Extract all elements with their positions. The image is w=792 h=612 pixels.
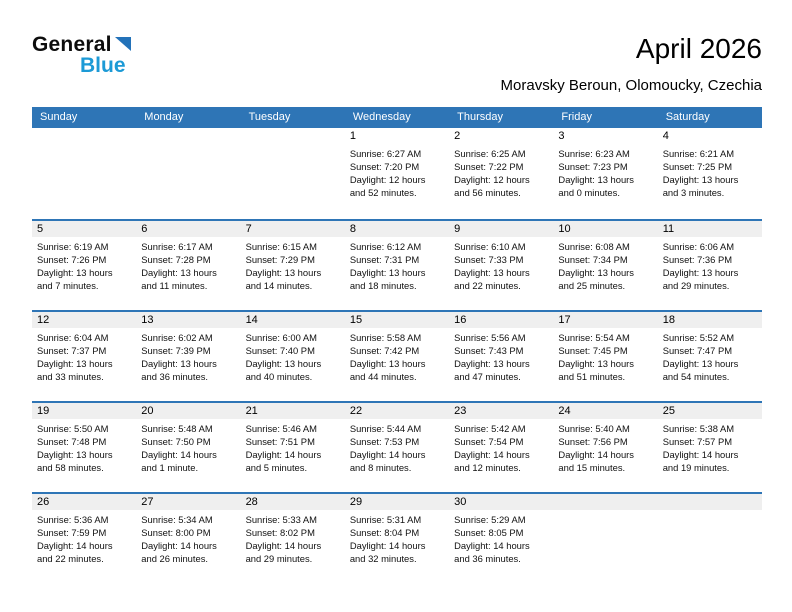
daylight-text-cont: and 1 minute.: [141, 462, 199, 474]
day-sun-details: [658, 237, 762, 293]
day-cell-18: [658, 312, 762, 401]
sunrise-text: Sunrise: 5:34 AM: [141, 513, 213, 525]
daylight-text-cont: and 8 minutes.: [349, 462, 412, 474]
day-cell-3: [553, 128, 657, 219]
sunrise-text: Sunrise: 5:52 AM: [662, 331, 735, 343]
day-number: 5: [32, 221, 136, 237]
day-number: 19: [32, 403, 136, 419]
day-number: 11: [658, 221, 762, 237]
weekday-header-thursday: Thursday: [457, 110, 503, 123]
empty-day-cell: [658, 494, 762, 583]
day-number: 10: [553, 221, 657, 237]
daylight-text: Daylight: 13 hours: [245, 358, 322, 370]
day-cell-15: [345, 312, 449, 401]
day-number: 18: [658, 312, 762, 328]
daylight-text-cont: and 54 minutes.: [662, 371, 730, 383]
daylight-text: Daylight: 13 hours: [349, 267, 426, 279]
sunset-text: Sunset: 7:48 PM: [37, 436, 107, 447]
daylight-text: Daylight: 13 hours: [558, 267, 634, 279]
empty-day-number: [136, 128, 240, 144]
daylight-text-cont: and 58 minutes.: [37, 462, 104, 474]
daylight-text-cont: and 33 minutes.: [37, 371, 104, 383]
empty-day-number: [658, 494, 762, 510]
sunrise-text: Sunrise: 6:06 AM: [662, 240, 735, 252]
sunset-text: Sunset: 7:29 PM: [245, 254, 315, 265]
sunrise-text: Sunrise: 6:02 AM: [141, 331, 213, 343]
day-sun-details: [32, 419, 136, 475]
daylight-text-cont: and 44 minutes.: [349, 371, 417, 383]
daylight-text: Daylight: 12 hours: [454, 174, 530, 186]
daylight-text-cont: and 32 minutes.: [349, 553, 417, 565]
day-cell-30: [449, 494, 553, 583]
day-cell-5: [32, 221, 136, 310]
daylight-text: Daylight: 13 hours: [141, 358, 217, 370]
sunrise-text: Sunrise: 6:10 AM: [454, 240, 526, 252]
daylight-text: Daylight: 14 hours: [349, 449, 426, 461]
sunrise-text: Sunrise: 5:33 AM: [245, 513, 317, 525]
day-cell-28: [241, 494, 345, 583]
daylight-text-cont: and 22 minutes.: [454, 280, 521, 292]
day-sun-details: [658, 144, 762, 200]
day-sun-details: [136, 510, 240, 566]
day-cell-27: [136, 494, 240, 583]
daylight-text: Daylight: 14 hours: [349, 540, 426, 552]
sunset-text: Sunset: 7:42 PM: [349, 345, 420, 356]
day-sun-details: [345, 237, 449, 293]
sunrise-text: Sunrise: 6:27 AM: [349, 147, 422, 159]
month-title: April 2026: [635, 33, 762, 64]
day-number: 30: [449, 494, 553, 510]
daylight-text-cont: and 56 minutes.: [454, 187, 521, 199]
sunrise-text: Sunrise: 6:17 AM: [141, 240, 213, 252]
day-cell-20: [136, 403, 240, 492]
day-cell-16: [449, 312, 553, 401]
day-cell-1: [345, 128, 449, 219]
empty-day-cell: [32, 128, 136, 219]
day-sun-details: [136, 328, 240, 384]
day-number: 21: [241, 403, 345, 419]
day-number: 14: [241, 312, 345, 328]
sunset-text: Sunset: 7:53 PM: [349, 436, 420, 447]
day-cell-26: [32, 494, 136, 583]
empty-day-cell: [241, 128, 345, 219]
day-cell-6: [136, 221, 240, 310]
daylight-text: Daylight: 12 hours: [349, 174, 426, 186]
daylight-text: Daylight: 14 hours: [141, 540, 217, 552]
sunrise-text: Sunrise: 5:31 AM: [349, 513, 422, 525]
daylight-text: Daylight: 14 hours: [454, 540, 530, 552]
daylight-text-cont: and 18 minutes.: [349, 280, 417, 292]
day-number: 17: [553, 312, 657, 328]
sunset-text: Sunset: 8:05 PM: [454, 527, 524, 538]
sunset-text: Sunset: 7:40 PM: [245, 345, 315, 356]
sunset-text: Sunset: 7:56 PM: [558, 436, 628, 447]
sunrise-text: Sunrise: 5:46 AM: [245, 422, 317, 434]
day-cell-9: [449, 221, 553, 310]
sunrise-text: Sunrise: 5:48 AM: [141, 422, 213, 434]
day-cell-25: [658, 403, 762, 492]
day-number: 20: [136, 403, 240, 419]
day-sun-details: [241, 510, 345, 566]
day-number: 15: [345, 312, 449, 328]
day-sun-details: [449, 237, 553, 293]
weekday-header-wednesday: Wednesday: [352, 110, 411, 123]
day-sun-details: [449, 144, 553, 200]
daylight-text: Daylight: 13 hours: [662, 174, 739, 186]
day-sun-details: [449, 510, 553, 566]
day-cell-13: [136, 312, 240, 401]
daylight-text-cont: and 11 minutes.: [141, 280, 208, 292]
sunrise-text: Sunrise: 6:00 AM: [245, 331, 317, 343]
sunrise-text: Sunrise: 6:25 AM: [454, 147, 526, 159]
empty-day-cell: [553, 494, 657, 583]
day-cell-24: [553, 403, 657, 492]
daylight-text-cont: and 0 minutes.: [558, 187, 620, 199]
masthead: [32, 34, 762, 94]
heading: [501, 34, 762, 94]
general-blue-logo: [32, 34, 131, 76]
day-cell-14: [241, 312, 345, 401]
daylight-text: Daylight: 13 hours: [37, 449, 113, 461]
sunset-text: Sunset: 7:26 PM: [37, 254, 107, 265]
daylight-text-cont: and 12 minutes.: [454, 462, 521, 474]
day-sun-details: [345, 510, 449, 566]
day-number: 26: [32, 494, 136, 510]
calendar-table: [32, 107, 762, 583]
daylight-text: Daylight: 14 hours: [454, 449, 530, 461]
day-cell-2: [449, 128, 553, 219]
daylight-text: Daylight: 13 hours: [454, 358, 530, 370]
day-sun-details: [553, 419, 657, 475]
day-cell-10: [553, 221, 657, 310]
sunset-text: Sunset: 7:31 PM: [349, 254, 420, 265]
sunrise-text: Sunrise: 6:23 AM: [558, 147, 630, 159]
daylight-text-cont: and 22 minutes.: [37, 553, 104, 565]
sunset-text: Sunset: 7:51 PM: [245, 436, 315, 447]
daylight-text: Daylight: 13 hours: [662, 267, 739, 279]
daylight-text-cont: and 26 minutes.: [141, 553, 208, 565]
sunset-text: Sunset: 7:54 PM: [454, 436, 524, 447]
daylight-text-cont: and 47 minutes.: [454, 371, 521, 383]
sunset-text: Sunset: 7:39 PM: [141, 345, 211, 356]
day-number: 3: [558, 129, 565, 142]
week-row-3: [32, 310, 762, 401]
day-cell-11: [658, 221, 762, 310]
week-row-5: [32, 492, 762, 583]
weekday-header-monday: Monday: [144, 110, 184, 123]
daylight-text: Daylight: 13 hours: [141, 267, 217, 279]
day-number: 22: [345, 403, 449, 419]
daylight-text-cont: and 36 minutes.: [141, 371, 208, 383]
daylight-text: Daylight: 13 hours: [37, 358, 113, 370]
day-number: 1: [349, 129, 356, 142]
day-number: 2: [454, 129, 461, 142]
sunrise-text: Sunrise: 5:58 AM: [349, 331, 422, 343]
sunset-text: Sunset: 7:22 PM: [454, 161, 524, 172]
day-sun-details: [241, 419, 345, 475]
daylight-text: Daylight: 14 hours: [558, 449, 634, 461]
daylight-text-cont: and 40 minutes.: [245, 371, 313, 383]
day-number: 23: [449, 403, 553, 419]
day-sun-details: [345, 328, 449, 384]
sunset-text: Sunset: 7:57 PM: [662, 436, 733, 447]
day-cell-21: [241, 403, 345, 492]
day-sun-details: [345, 419, 449, 475]
sunset-text: Sunset: 7:37 PM: [37, 345, 107, 356]
logo-text-general: General: [32, 33, 112, 56]
day-sun-details: [553, 237, 657, 293]
daylight-text: Daylight: 14 hours: [662, 449, 739, 461]
daylight-text: Daylight: 13 hours: [558, 174, 634, 186]
day-sun-details: [136, 237, 240, 293]
daylight-text: Daylight: 13 hours: [245, 267, 322, 279]
daylight-text-cont: and 51 minutes.: [558, 371, 626, 383]
week-row-4: [32, 401, 762, 492]
day-number: 4: [662, 129, 669, 142]
daylight-text: Daylight: 13 hours: [662, 358, 739, 370]
week-row-1: [32, 128, 762, 219]
sunset-text: Sunset: 7:59 PM: [37, 527, 107, 538]
daylight-text-cont: and 5 minutes.: [245, 462, 308, 474]
daylight-text: Daylight: 14 hours: [37, 540, 113, 552]
sunset-text: Sunset: 7:25 PM: [662, 161, 733, 172]
calendar-body: [32, 128, 762, 583]
day-sun-details: [241, 237, 345, 293]
sunset-text: Sunset: 7:36 PM: [662, 254, 733, 265]
day-cell-7: [241, 221, 345, 310]
sunrise-text: Sunrise: 6:15 AM: [245, 240, 317, 252]
sunrise-text: Sunrise: 5:54 AM: [558, 331, 630, 343]
day-cell-29: [345, 494, 449, 583]
location-subtitle: Moravsky Beroun, Olomoucky, Czechia: [500, 76, 762, 94]
sunrise-text: Sunrise: 5:56 AM: [454, 331, 526, 343]
sunset-text: Sunset: 7:28 PM: [141, 254, 211, 265]
daylight-text: Daylight: 13 hours: [454, 267, 530, 279]
day-cell-19: [32, 403, 136, 492]
daylight-text-cont: and 3 minutes.: [662, 187, 725, 199]
day-number: 28: [241, 494, 345, 510]
day-sun-details: [241, 328, 345, 384]
day-number: 25: [658, 403, 762, 419]
sunrise-text: Sunrise: 6:04 AM: [37, 331, 109, 343]
weekday-header-saturday: Saturday: [665, 110, 710, 123]
logo-text-blue: Blue: [80, 54, 126, 77]
sunrise-text: Sunrise: 5:50 AM: [37, 422, 109, 434]
daylight-text-cont: and 52 minutes.: [349, 187, 417, 199]
daylight-text: Daylight: 14 hours: [245, 540, 322, 552]
sunrise-text: Sunrise: 5:44 AM: [349, 422, 422, 434]
sunrise-text: Sunrise: 5:40 AM: [558, 422, 630, 434]
daylight-text: Daylight: 14 hours: [141, 449, 217, 461]
day-number: 16: [449, 312, 553, 328]
daylight-text-cont: and 7 minutes.: [37, 280, 99, 292]
day-cell-17: [553, 312, 657, 401]
day-number: 27: [136, 494, 240, 510]
day-number: 12: [32, 312, 136, 328]
daylight-text: Daylight: 13 hours: [349, 358, 426, 370]
day-number: 24: [553, 403, 657, 419]
day-sun-details: [32, 237, 136, 293]
sunrise-text: Sunrise: 5:29 AM: [454, 513, 526, 525]
day-number: 7: [241, 221, 345, 237]
day-sun-details: [449, 419, 553, 475]
daylight-text-cont: and 25 minutes.: [558, 280, 626, 292]
day-cell-22: [345, 403, 449, 492]
empty-day-number: [553, 494, 657, 510]
daylight-text: Daylight: 13 hours: [37, 267, 113, 279]
empty-day-cell: [136, 128, 240, 219]
sunset-text: Sunset: 7:47 PM: [662, 345, 733, 356]
sunrise-text: Sunrise: 5:38 AM: [662, 422, 735, 434]
sunset-text: Sunset: 7:20 PM: [349, 161, 420, 172]
weekday-header-row: [32, 107, 762, 128]
daylight-text-cont: and 29 minutes.: [662, 280, 730, 292]
day-sun-details: [32, 510, 136, 566]
sunset-text: Sunset: 7:50 PM: [141, 436, 211, 447]
daylight-text-cont: and 29 minutes.: [245, 553, 313, 565]
weekday-header-friday: Friday: [561, 110, 592, 123]
sunset-text: Sunset: 7:23 PM: [558, 161, 628, 172]
sunrise-text: Sunrise: 6:12 AM: [349, 240, 422, 252]
day-sun-details: [553, 328, 657, 384]
week-row-2: [32, 219, 762, 310]
sunrise-text: Sunrise: 5:42 AM: [454, 422, 526, 434]
sunrise-text: Sunrise: 5:36 AM: [37, 513, 109, 525]
empty-day-number: [32, 128, 136, 144]
sunset-text: Sunset: 7:45 PM: [558, 345, 628, 356]
sunrise-text: Sunrise: 6:21 AM: [662, 147, 735, 159]
day-cell-23: [449, 403, 553, 492]
sunset-text: Sunset: 8:04 PM: [349, 527, 420, 538]
sunset-text: Sunset: 7:33 PM: [454, 254, 524, 265]
day-sun-details: [658, 419, 762, 475]
day-sun-details: [553, 144, 657, 200]
sunset-text: Sunset: 8:02 PM: [245, 527, 315, 538]
sunset-text: Sunset: 7:34 PM: [558, 254, 628, 265]
day-sun-details: [32, 328, 136, 384]
weekday-header-sunday: Sunday: [40, 110, 78, 123]
sunset-text: Sunset: 8:00 PM: [141, 527, 211, 538]
daylight-text-cont: and 36 minutes.: [454, 553, 521, 565]
day-number: 6: [136, 221, 240, 237]
daylight-text-cont: and 19 minutes.: [662, 462, 730, 474]
day-sun-details: [658, 328, 762, 384]
day-sun-details: [449, 328, 553, 384]
daylight-text-cont: and 14 minutes.: [245, 280, 313, 292]
daylight-text: Daylight: 14 hours: [245, 449, 322, 461]
day-number: 9: [449, 221, 553, 237]
sunset-text: Sunset: 7:43 PM: [454, 345, 524, 356]
sunrise-text: Sunrise: 6:08 AM: [558, 240, 630, 252]
logo-triangle-icon: [115, 37, 131, 55]
sunrise-text: Sunrise: 6:19 AM: [37, 240, 109, 252]
empty-day-number: [241, 128, 345, 144]
daylight-text-cont: and 15 minutes.: [558, 462, 626, 474]
day-cell-4: [658, 128, 762, 219]
day-number: 8: [345, 221, 449, 237]
weekday-header-tuesday: Tuesday: [248, 110, 291, 123]
day-number: 13: [136, 312, 240, 328]
daylight-text: Daylight: 13 hours: [558, 358, 634, 370]
day-cell-8: [345, 221, 449, 310]
day-sun-details: [345, 144, 449, 200]
day-sun-details: [136, 419, 240, 475]
day-number: 29: [345, 494, 449, 510]
day-cell-12: [32, 312, 136, 401]
